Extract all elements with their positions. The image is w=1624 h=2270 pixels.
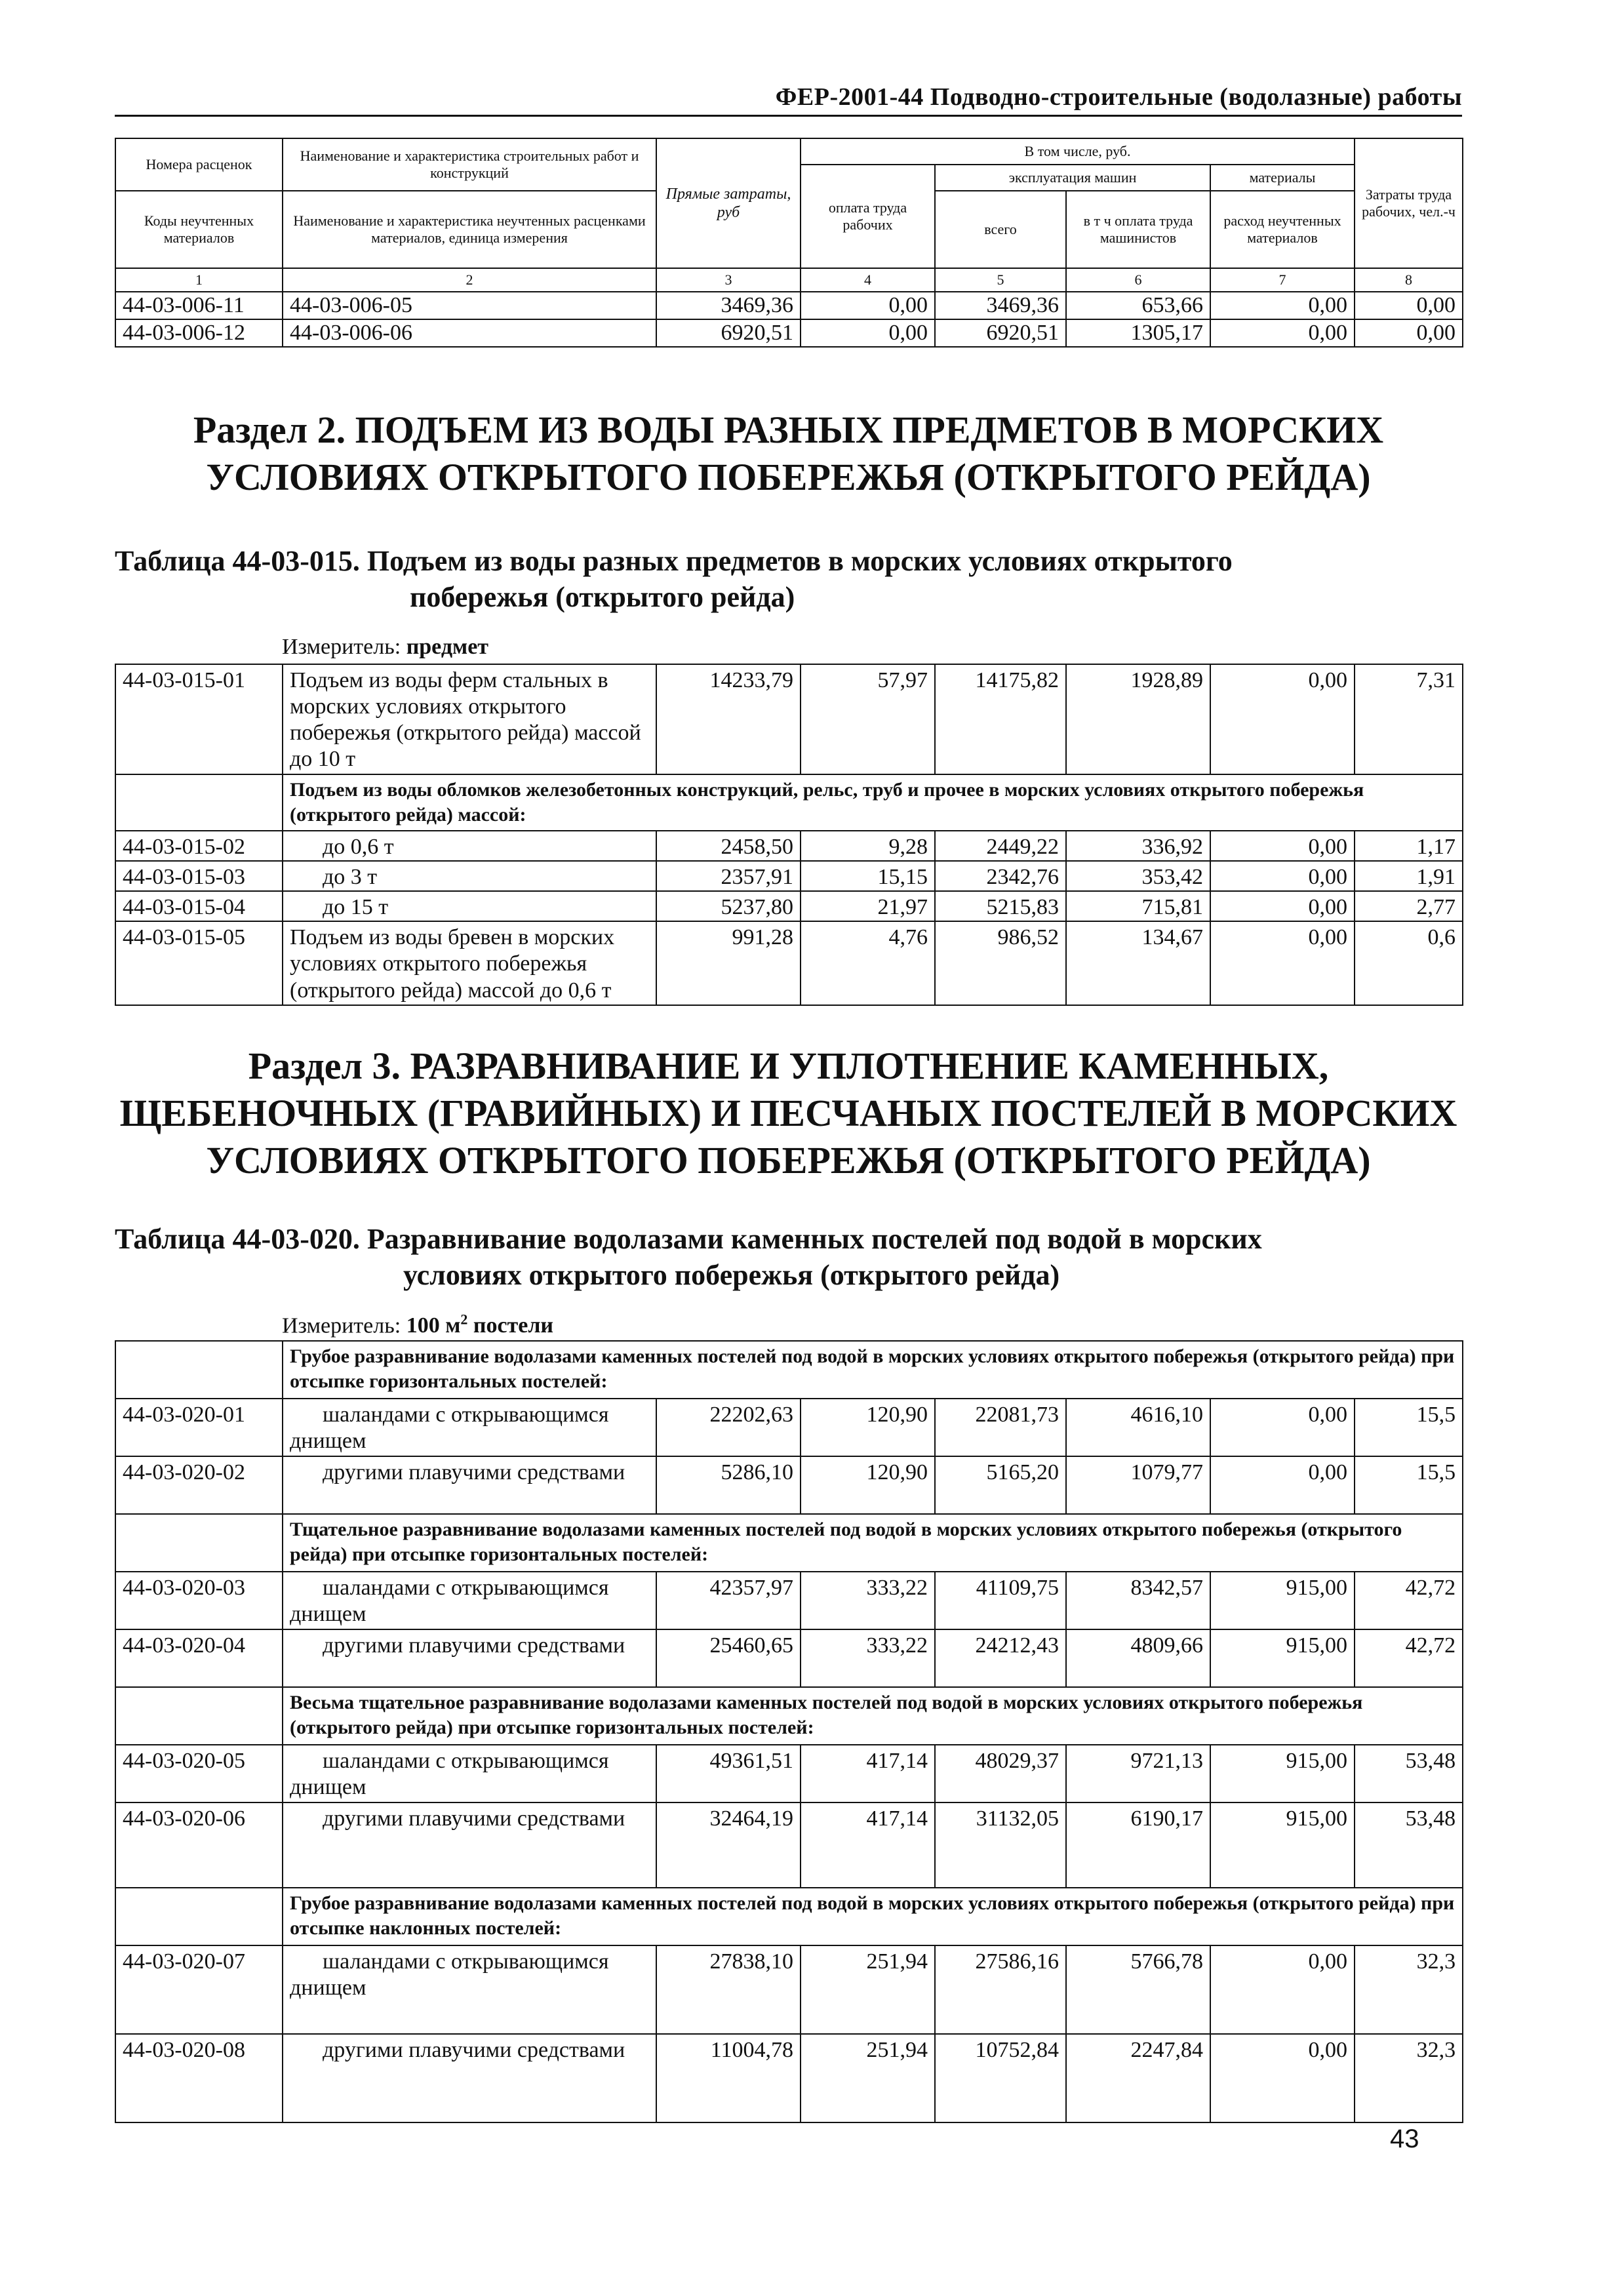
section-3-title <box>115 1043 1462 1184</box>
materials: 0,00 <box>1210 292 1355 319</box>
table-row <box>115 861 1463 891</box>
machines-total: 10752,84 <box>935 2034 1066 2122</box>
materials: 915,00 <box>1210 1745 1355 1802</box>
table-020-measure <box>282 1311 553 1338</box>
machines-total: 14175,82 <box>935 664 1066 774</box>
machines-total: 24212,43 <box>935 1629 1066 1687</box>
column-number: 5 <box>935 268 1066 292</box>
machines-total: 27586,16 <box>935 1945 1066 2034</box>
rate-code: 44-03-015-02 <box>115 831 283 861</box>
column-number: 1 <box>115 268 283 292</box>
header-direct-costs: Прямые затраты, руб <box>656 138 801 268</box>
rate-code: 44-03-015-01 <box>115 664 283 774</box>
labor-hours: 7,31 <box>1355 664 1463 774</box>
materials: 915,00 <box>1210 1802 1355 1888</box>
materials: 0,00 <box>1210 1456 1355 1514</box>
machines-total: 2342,76 <box>935 861 1066 891</box>
labor-pay: 9,28 <box>801 831 935 861</box>
group-heading: Грубое разравнивание водолазами каменных постелей под водой в морских условиях открытого побережья (открытого рейда) при отсыпке наклонных постелей: <box>283 1888 1463 1945</box>
rate-code: 44-03-015-04 <box>115 891 283 921</box>
table-row <box>115 2034 1463 2122</box>
header-name-top: Наименование и характеристика строительных работ и конструкций <box>283 138 656 191</box>
materials: 0,00 <box>1210 1945 1355 2034</box>
column-number: 8 <box>1355 268 1463 292</box>
rate-code: 44-03-006-11 <box>115 292 283 319</box>
rate-code: 44-03-020-06 <box>115 1802 283 1888</box>
section-2-title-line: УСЛОВИЯХ ОТКРЫТОГО ПОБЕРЕЖЬЯ (ОТКРЫТОГО РЕЙДА) <box>206 455 1371 498</box>
header-labor-pay: оплата труда рабочих <box>801 165 935 268</box>
operators-pay: 134,67 <box>1066 921 1210 1005</box>
document-title: ФЕР-2001-44 Подводно-строительные (водолазные) работы <box>775 83 1462 111</box>
header-rule <box>115 115 1462 117</box>
section-2-title <box>115 407 1462 501</box>
rate-code: 44-03-020-04 <box>115 1629 283 1687</box>
header-name-bottom: Наименование и характеристика неучтенных расценками материалов, единица измерения <box>283 191 656 268</box>
group-row <box>115 1687 1463 1745</box>
table-row <box>115 664 1463 774</box>
labor-pay: 251,94 <box>801 2034 935 2122</box>
section-2-title-line: Раздел 2. ПОДЪЕМ ИЗ ВОДЫ РАЗНЫХ ПРЕДМЕТОВ В МОРСКИХ <box>193 408 1384 451</box>
measure-value: 100 $м^2$ постели <box>406 1311 553 1338</box>
materials: 915,00 <box>1210 1572 1355 1629</box>
header-unaccounted-materials: расход неучтенных материалов <box>1210 191 1355 268</box>
measure-value: предмет <box>406 635 488 659</box>
table-row <box>115 831 1463 861</box>
labor-hours: 53,48 <box>1355 1802 1463 1888</box>
machines-total: 48029,37 <box>935 1745 1066 1802</box>
rate-code: 44-03-020-03 <box>115 1572 283 1629</box>
machines-total: 3469,36 <box>935 292 1066 319</box>
labor-pay: 57,97 <box>801 664 935 774</box>
table-row <box>115 292 1463 319</box>
table-row <box>115 1399 1463 1456</box>
direct-costs: 5237,80 <box>656 891 801 921</box>
direct-costs: 3469,36 <box>656 292 801 319</box>
rate-code: 44-03-015-05 <box>115 921 283 1005</box>
table-row <box>115 1745 1463 1802</box>
rate-code: 44-03-020-07 <box>115 1945 283 2034</box>
operators-pay: 5766,78 <box>1066 1945 1210 2034</box>
section-3-title-line: Раздел 3. РАЗРАВНИВАНИЕ И УПЛОТНЕНИЕ КАМЕННЫХ, <box>248 1045 1329 1087</box>
group-heading: Грубое разравнивание водолазами каменных постелей под водой в морских условиях открытого побережья (открытого рейда) при отсыпке горизонтальных постелей: <box>283 1341 1463 1399</box>
labor-pay: 4,76 <box>801 921 935 1005</box>
header-including: В том числе, руб. <box>801 138 1355 165</box>
direct-costs: 6920,51 <box>656 319 801 347</box>
table-020 <box>115 1340 1463 2123</box>
column-number: 2 <box>283 268 656 292</box>
operators-pay: 336,92 <box>1066 831 1210 861</box>
rate-description: шаландами с открывающимся днищем <box>283 1572 656 1629</box>
labor-pay: 0,00 <box>801 319 935 347</box>
operators-pay: 653,66 <box>1066 292 1210 319</box>
table-row <box>115 1802 1463 1888</box>
rate-name: 44-03-006-05 <box>283 292 656 319</box>
operators-pay: 1928,89 <box>1066 664 1210 774</box>
direct-costs: 22202,63 <box>656 1399 801 1456</box>
materials: 915,00 <box>1210 1629 1355 1687</box>
direct-costs: 2458,50 <box>656 831 801 861</box>
rate-name: 44-03-006-06 <box>283 319 656 347</box>
operators-pay: 1079,77 <box>1066 1456 1210 1514</box>
header-materials: материалы <box>1210 165 1355 191</box>
rate-description: до 0,6 т <box>283 831 656 861</box>
column-number: 4 <box>801 268 935 292</box>
labor-hours: 42,72 <box>1355 1572 1463 1629</box>
rate-description: до 15 т <box>283 891 656 921</box>
labor-hours: 1,17 <box>1355 831 1463 861</box>
group-row <box>115 1888 1463 1945</box>
direct-costs: 991,28 <box>656 921 801 1005</box>
rate-code: 44-03-020-02 <box>115 1456 283 1514</box>
machines-total: 5215,83 <box>935 891 1066 921</box>
labor-pay: 120,90 <box>801 1456 935 1514</box>
rate-description: другими плавучими средствами <box>283 1802 656 1888</box>
table-015 <box>115 664 1463 1006</box>
operators-pay: 1305,17 <box>1066 319 1210 347</box>
rate-code: 44-03-006-12 <box>115 319 283 347</box>
labor-pay: 15,15 <box>801 861 935 891</box>
labor-hours: 0,6 <box>1355 921 1463 1005</box>
group-row <box>115 1341 1463 1399</box>
empty-cell <box>115 774 283 831</box>
group-heading: Тщательное разравнивание водолазами каменных постелей под водой в морских условиях открытого побережья (открытого рейда) при отсыпке горизонтальных постелей: <box>283 1514 1463 1572</box>
column-number: 6 <box>1066 268 1210 292</box>
table-row <box>115 1572 1463 1629</box>
materials: 0,00 <box>1210 319 1355 347</box>
header-codes-bottom: Коды неучтенных материалов <box>115 191 283 268</box>
labor-hours: 1,91 <box>1355 861 1463 891</box>
operators-pay: 9721,13 <box>1066 1745 1210 1802</box>
rate-code: 44-03-020-05 <box>115 1745 283 1802</box>
group-row <box>115 774 1463 831</box>
column-number: 3 <box>656 268 801 292</box>
labor-hours: 0,00 <box>1355 292 1463 319</box>
materials: 0,00 <box>1210 861 1355 891</box>
direct-costs: 2357,91 <box>656 861 801 891</box>
direct-costs: 27838,10 <box>656 1945 801 2034</box>
table-row <box>115 921 1463 1005</box>
direct-costs: 42357,97 <box>656 1572 801 1629</box>
labor-hours: 15,5 <box>1355 1399 1463 1456</box>
operators-pay: 4616,10 <box>1066 1399 1210 1456</box>
empty-cell <box>115 1687 283 1745</box>
header-machines: эксплуатация машин <box>935 165 1210 191</box>
labor-hours: 53,48 <box>1355 1745 1463 1802</box>
column-header-table <box>115 138 1463 348</box>
materials: 0,00 <box>1210 664 1355 774</box>
rate-code: 44-03-015-03 <box>115 861 283 891</box>
rate-description: Подъем из воды ферм стальных в морских условиях открытого побережья (открытого рейда) массой до 10 т <box>283 664 656 774</box>
rate-description: шаландами с открывающимся днищем <box>283 1745 656 1802</box>
operators-pay: 4809,66 <box>1066 1629 1210 1687</box>
direct-costs: 5286,10 <box>656 1456 801 1514</box>
labor-pay: 120,90 <box>801 1399 935 1456</box>
page-number: 43 <box>1390 2124 1419 2153</box>
labor-hours: 32,3 <box>1355 1945 1463 2034</box>
labor-hours: 32,3 <box>1355 2034 1463 2122</box>
empty-cell <box>115 1888 283 1945</box>
rate-description: шаландами с открывающимся днищем <box>283 1945 656 2034</box>
table-row <box>115 1945 1463 2034</box>
materials: 0,00 <box>1210 831 1355 861</box>
measure-label: Измеритель: <box>282 1313 406 1338</box>
column-number-row <box>115 268 1463 292</box>
table-020-title <box>115 1221 1462 1293</box>
table-015-title <box>115 543 1462 615</box>
materials: 0,00 <box>1210 891 1355 921</box>
direct-costs: 49361,51 <box>656 1745 801 1802</box>
table-015-title-line: побережья (открытого рейда) <box>410 581 795 613</box>
group-row <box>115 1514 1463 1572</box>
machines-total: 986,52 <box>935 921 1066 1005</box>
labor-hours: 2,77 <box>1355 891 1463 921</box>
labor-pay: 21,97 <box>801 891 935 921</box>
empty-cell <box>115 1341 283 1399</box>
header-machines-total: всего <box>935 191 1066 268</box>
section-3-title-line: УСЛОВИЯХ ОТКРЫТОГО ПОБЕРЕЖЬЯ (ОТКРЫТОГО РЕЙДА) <box>206 1138 1371 1182</box>
table-020-title-line: Таблица 44-03-020. Разравнивание водолазами каменных постелей под водой в морских <box>115 1223 1262 1255</box>
rate-description: Подъем из воды бревен в морских условиях открытого побережья (открытого рейда) массой до 0,6 т <box>283 921 656 1005</box>
materials: 0,00 <box>1210 2034 1355 2122</box>
labor-pay: 333,22 <box>801 1572 935 1629</box>
header-labor-costs: Затраты труда рабочих, чел.-ч <box>1355 138 1463 268</box>
operators-pay: 2247,84 <box>1066 2034 1210 2122</box>
rate-description: другими плавучими средствами <box>283 1629 656 1687</box>
labor-hours: 42,72 <box>1355 1629 1463 1687</box>
page-header <box>115 77 1462 117</box>
labor-hours: 0,00 <box>1355 319 1463 347</box>
table-row <box>115 1629 1463 1687</box>
operators-pay: 715,81 <box>1066 891 1210 921</box>
labor-pay: 0,00 <box>801 292 935 319</box>
table-015-measure <box>282 635 488 660</box>
rate-description: другими плавучими средствами <box>283 1456 656 1514</box>
labor-pay: 251,94 <box>801 1945 935 2034</box>
machines-total: 41109,75 <box>935 1572 1066 1629</box>
column-number: 7 <box>1210 268 1355 292</box>
rate-description: до 3 т <box>283 861 656 891</box>
direct-costs: 14233,79 <box>656 664 801 774</box>
rate-description: шаландами с открывающимся днищем <box>283 1399 656 1456</box>
table-row <box>115 891 1463 921</box>
labor-pay: 417,14 <box>801 1745 935 1802</box>
machines-total: 31132,05 <box>935 1802 1066 1888</box>
rate-description: другими плавучими средствами <box>283 2034 656 2122</box>
labor-pay: 333,22 <box>801 1629 935 1687</box>
labor-pay: 417,14 <box>801 1802 935 1888</box>
machines-total: 5165,20 <box>935 1456 1066 1514</box>
table-020-title-line: условиях открытого побережья (открытого рейда) <box>403 1259 1060 1291</box>
direct-costs: 11004,78 <box>656 2034 801 2122</box>
section-3-title-line: ЩЕБЕНОЧНЫХ (ГРАВИЙНЫХ) И ПЕСЧАНЫХ ПОСТЕЛЕЙ В МОРСКИХ <box>119 1091 1457 1134</box>
direct-costs: 32464,19 <box>656 1802 801 1888</box>
group-heading: Подъем из воды обломков железобетонных конструкций, рельс, труб и прочее в морских условиях открытого побережья (открытого рейда) массой: <box>283 774 1463 831</box>
measure-label: Измеритель: <box>282 635 406 659</box>
operators-pay: 6190,17 <box>1066 1802 1210 1888</box>
header-operators-pay: в т ч оплата труда машинистов <box>1066 191 1210 268</box>
operators-pay: 353,42 <box>1066 861 1210 891</box>
empty-cell <box>115 1514 283 1572</box>
direct-costs: 25460,65 <box>656 1629 801 1687</box>
machines-total: 6920,51 <box>935 319 1066 347</box>
machines-total: 22081,73 <box>935 1399 1066 1456</box>
group-heading: Весьма тщательное разравнивание водолазами каменных постелей под водой в морских условиях открытого побережья (открытого рейда) при отсыпке горизонтальных постелей: <box>283 1687 1463 1745</box>
materials: 0,00 <box>1210 1399 1355 1456</box>
header-codes-top: Номера расценок <box>115 138 283 191</box>
table-row <box>115 1456 1463 1514</box>
machines-total: 2449,22 <box>935 831 1066 861</box>
labor-hours: 15,5 <box>1355 1456 1463 1514</box>
table-015-title-line: Таблица 44-03-015. Подъем из воды разных предметов в морских условиях открытого <box>115 545 1233 577</box>
rate-code: 44-03-020-01 <box>115 1399 283 1456</box>
rate-code: 44-03-020-08 <box>115 2034 283 2122</box>
materials: 0,00 <box>1210 921 1355 1005</box>
operators-pay: 8342,57 <box>1066 1572 1210 1629</box>
table-row <box>115 319 1463 347</box>
